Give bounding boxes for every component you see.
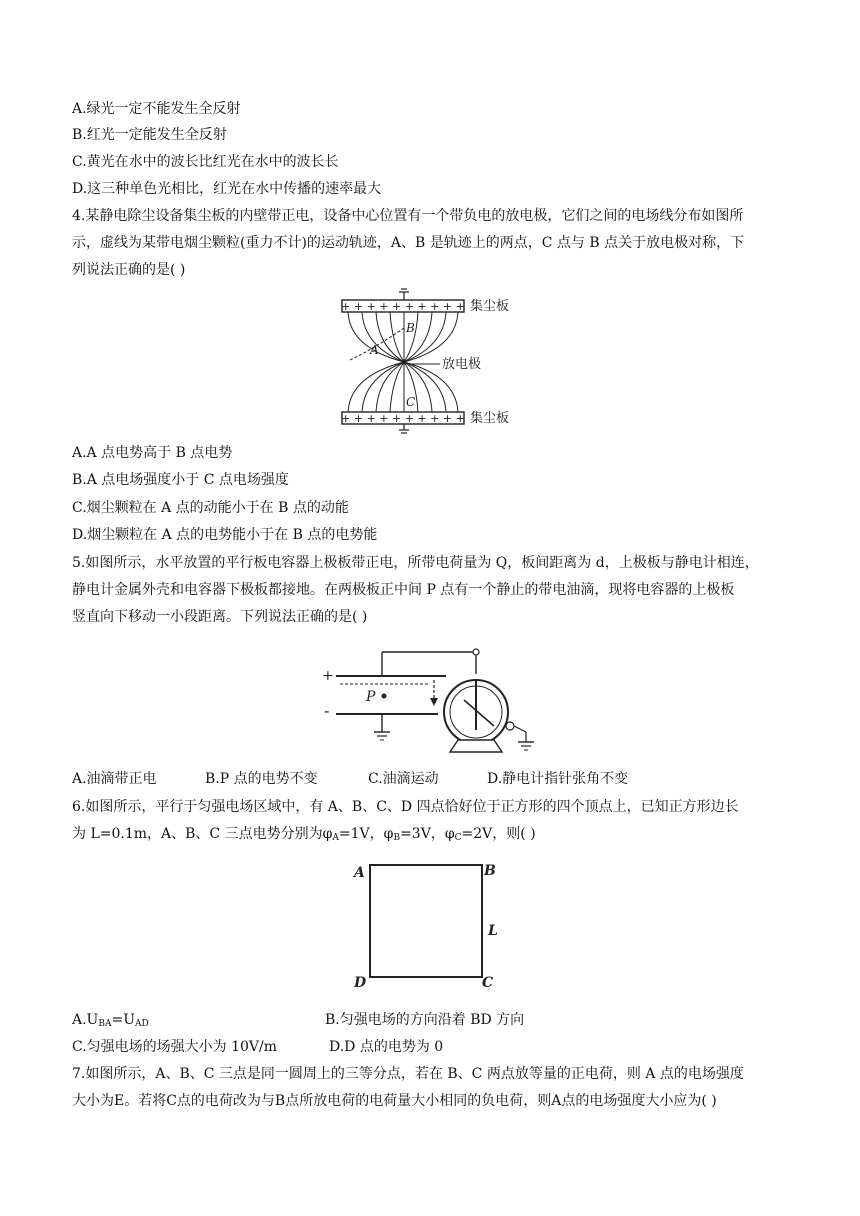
q4-option-d: D.烟尘颗粒在 A 点的电势能小于在 B 点的电势能 — [72, 527, 378, 543]
q4-electrode-label: 放电极 — [442, 357, 482, 372]
q6-vertex-a-label: A — [354, 865, 365, 881]
q7-stem-line-2: 大小为E。若将C点的电荷改为与B点所放电荷的电荷量大小相同的负电荷，则A点的电场强度大小应为( ) — [72, 1093, 717, 1109]
q4-point-c-label: C — [406, 395, 416, 409]
q6-vertex-b-label: B — [484, 863, 496, 879]
q6-stem-line-1: 6.如图所示，平行于匀强电场区域中，有 A、B、C、D 四点恰好位于正方形的四个顶点上，已知正方形边长 — [72, 799, 739, 815]
q4-point-a-label: A — [370, 343, 379, 357]
q4-stem-line-2: 示，虚线为某带电烟尘颗粒(重力不计)的运动轨迹，A、B 是轨迹上的两点，C 点与 B 点关于放电极对称，下 — [72, 235, 745, 251]
q4-top-plate-label: 集尘板 — [470, 299, 510, 314]
q6-option-d: D.D 点的电势为 0 — [329, 1039, 444, 1055]
q3-option-b: B.红光一定能发生全反射 — [72, 127, 227, 143]
q4-electrostatic-precipitator-figure — [330, 288, 530, 438]
svg-text:+ + + + + + + + + +: + + + + + + + + + + — [341, 412, 465, 425]
q4-option-a: A.A 点电势高于 B 点电势 — [72, 445, 233, 461]
q5-option-a: A.油滴带正电 — [72, 771, 157, 787]
q3-option-a: A.绿光一定不能发生全反射 — [72, 101, 241, 117]
q6-vertex-d-label: D — [354, 975, 367, 990]
q5-plus-sign: + — [322, 668, 334, 684]
q4-point-b-label: B — [406, 321, 415, 335]
q6-side-l-label: L — [488, 923, 498, 939]
q6-option-b: B.匀强电场的方向沿着 BD 方向 — [325, 1012, 525, 1028]
q3-option-d: D.这三种单色光相比，红光在水中传播的速率最大 — [72, 181, 382, 197]
q3-option-c: C.黄光在水中的波长比红光在水中的波长长 — [72, 154, 339, 170]
q5-option-d: D.静电计指针张角不变 — [487, 771, 629, 787]
q5-capacitor-electroscope-figure — [318, 634, 558, 759]
q5-stem-line-1: 5.如图所示，水平放置的平行板电容器上极板带正电，所带电荷量为 Q，板间距离为 d，上极板与静电计相连， — [72, 555, 759, 571]
q5-option-b: B.P 点的电势不变 — [205, 771, 318, 787]
q6-option-a: $A.U_{BA}=U_{AD}$ — [72, 1012, 149, 1029]
q6-stem-line-2: 为 L=0.1m，A、B、C 三点电势分别为$\varphi_A=1V$，$\varphi_B=3V$，$\varphi_C=2V$，则( ) — [72, 826, 536, 843]
q4-option-c: C.烟尘颗粒在 A 点的动能小于在 B 点的动能 — [72, 500, 349, 516]
q4-bottom-plate-label: 集尘板 — [470, 411, 510, 426]
q4-option-b: B.A 点电场强度小于 C 点电场强度 — [72, 472, 289, 488]
q5-point-p-label: P — [366, 689, 376, 705]
svg-text:+ + + + + + + + + +: + + + + + + + + + + — [341, 300, 465, 313]
q7-stem-line-1: 7.如图所示，A、B、C 三点是同一圆周上的三等分点，若在 B、C 两点放等量的正电荷，则 A 点的电场强度 — [72, 1066, 744, 1082]
q5-stem-line-2: 静电计金属外壳和电容器下极板都接地。在两极板正中间 P 点有一个静止的带电油滴，现将电容器的上极板 — [72, 582, 735, 598]
q4-stem-line-3: 列说法正确的是( ) — [72, 262, 186, 278]
q4-stem-line-1: 4.某静电除尘设备集尘板的内壁带正电，设备中心位置有一个带负电的放电极，它们之间的电场线分布如图所 — [72, 208, 744, 224]
q5-stem-line-3: 竖直向下移动一小段距离。下列说法正确的是( ) — [72, 609, 368, 625]
q6-vertex-c-label: C — [482, 975, 494, 990]
q5-option-c: C.油滴运动 — [368, 771, 439, 787]
q5-minus-sign: - — [324, 701, 330, 720]
q6-option-c: C.匀强电场的场强大小为 10V/m — [72, 1039, 278, 1055]
q6-square-figure — [350, 855, 510, 990]
